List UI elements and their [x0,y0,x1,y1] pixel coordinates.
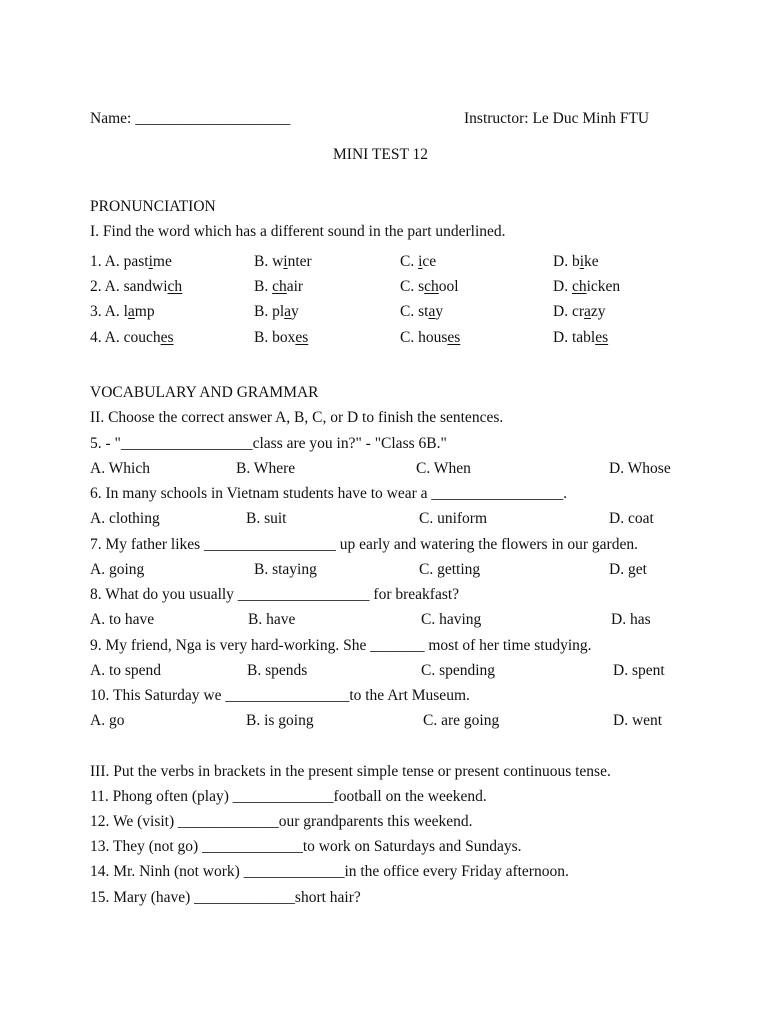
answer-option: C. are going [423,712,500,729]
pronunciation-option [400,329,460,347]
section-heading-pronunciation: PRONUNCIATION [90,198,216,215]
option-text: B. box [254,329,296,346]
underlined-part: ch [272,278,287,295]
underlined-part: ch [424,278,439,295]
underlined-part: a [584,303,591,320]
pronunciation-option [553,329,608,347]
pronunciation-option [90,303,155,321]
option-text: mp [134,303,155,320]
underlined-part: i [418,253,423,270]
section-heading-vocabulary: VOCABULARY AND GRAMMAR [90,384,319,401]
option-text: D. tabl [553,329,596,346]
underlined-part: es [160,329,174,346]
pronunciation-option [254,253,312,271]
answer-option: D. went [613,712,663,729]
pronunciation-option [90,329,174,347]
answer-option: D. get [609,561,647,578]
option-text: y [435,303,444,320]
question-text: 8. What do you usually _________________ for breakfast? [90,586,460,603]
answer-option: D. spent [613,662,665,679]
answer-option: D. Whose [609,460,671,477]
underlined-part: i [148,253,153,270]
option-text: C. s [400,278,425,295]
answer-option: C. spending [421,662,496,679]
pronunciation-option [400,253,436,271]
vocabulary-instruction: II. Choose the correct answer A, B, C, or D to finish the sentences. [90,409,504,426]
option-text: B. w [254,253,284,270]
underlined-part: es [595,329,609,346]
option-text: C. [400,253,419,270]
underlined-part: i [283,253,288,270]
pronunciation-option [254,303,299,321]
verbs-instruction: III. Put the verbs in brackets in the present simple tense or present continuous tense. [90,763,611,780]
answer-option: B. have [248,611,296,628]
option-text: y [291,303,299,320]
pronunciation-option [90,253,172,271]
answer-option: A. clothing [90,510,160,527]
answer-option: A. going [90,561,145,578]
option-text: ce [422,253,437,270]
option-text: D. cr [553,303,584,320]
question-text: 6. In many schools in Vietnam students have to wear a _________________. [90,485,568,502]
underlined-part: a [127,303,135,320]
instructor-label: Instructor: Le Duc Minh FTU [464,110,650,127]
question-number: 1. [90,253,105,270]
option-text: C. st [400,303,429,320]
option-text: A. l [104,303,128,320]
pronunciation-option [254,278,303,296]
option-text: ke [584,253,599,270]
question-text: 9. My friend, Nga is very hard-working. She _______ most of her time studying. [90,637,592,654]
question-number: 2. [90,278,105,295]
pronunciation-option [553,253,599,271]
question-text: 10. This Saturday we ________________to the Art Museum. [90,687,470,704]
option-text: A. couch [104,329,161,346]
question-text: 7. My father likes _________________ up early and watering the flowers in our garden. [90,536,638,553]
answer-option: C. having [421,611,482,628]
option-text: nter [287,253,312,270]
underlined-part: a [428,303,436,320]
option-text: C. hous [400,329,448,346]
answer-option: C. When [416,460,471,477]
verb-question: 13. They (not go) _____________to work on Saturdays and Sundays. [90,838,522,855]
option-text: A. past [104,253,149,270]
pronunciation-option [553,278,620,296]
name-field-label: Name: ____________________ [90,110,291,127]
answer-option: B. staying [254,561,317,578]
pronunciation-instruction: I. Find the word which has a different sound in the part underlined. [90,223,506,240]
pronunciation-option [90,278,182,296]
option-text: zy [590,303,606,320]
verb-question: 15. Mary (have) _____________short hair? [90,889,361,906]
option-text: D. b [553,253,580,270]
answer-option: A. to have [90,611,155,628]
page-title: MINI TEST 12 [333,146,429,163]
question-number: 4. [90,329,105,346]
pronunciation-option [254,329,308,347]
option-text: B. pl [254,303,285,320]
answer-option: A. Which [90,460,150,477]
answer-option: D. coat [609,510,654,527]
answer-option: A. go [90,712,125,729]
option-text: B. [254,278,273,295]
answer-option: B. is going [246,712,314,729]
pronunciation-option [400,278,459,296]
answer-option: C. getting [419,561,481,578]
verb-question: 11. Phong often (play) _____________football on the weekend. [90,788,487,805]
underlined-part: es [295,329,309,346]
question-text: 5. - "_________________class are you in?" - "Class 6B." [90,435,447,452]
verb-question: 14. Mr. Ninh (not work) _____________in the office every Friday afternoon. [90,863,569,880]
verb-question: 12. We (visit) _____________our grandparents this weekend. [90,813,473,830]
pronunciation-option [553,303,606,321]
pronunciation-option [400,303,443,321]
question-number: 3. [90,303,105,320]
answer-option: C. uniform [419,510,488,527]
option-text: A. sandwi [104,278,168,295]
underlined-part: ch [167,278,183,295]
option-text: me [152,253,172,270]
underlined-part: es [447,329,461,346]
option-text: ool [438,278,459,295]
answer-option: B. spends [247,662,308,679]
answer-option: B. Where [236,460,296,477]
answer-option: D. has [611,611,651,628]
answer-option: B. suit [246,510,287,527]
underlined-part: a [284,303,292,320]
underlined-part: i [579,253,585,270]
option-text: icken [586,278,621,295]
option-text: D. [553,278,572,295]
option-text: air [286,278,304,295]
underlined-part: ch [571,278,587,295]
answer-option: A. to spend [90,662,162,679]
